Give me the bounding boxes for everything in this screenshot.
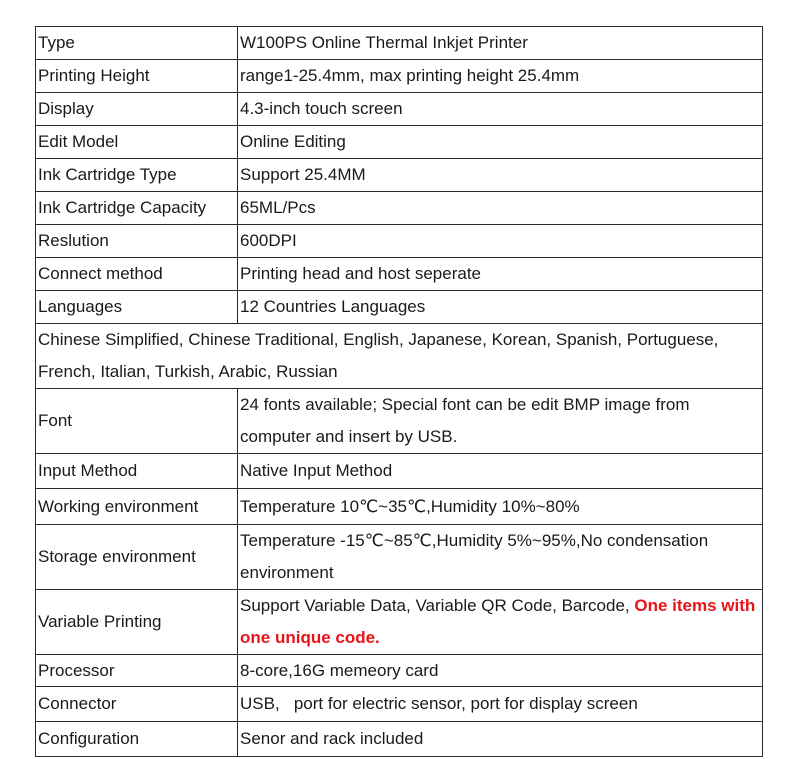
spec-label: Languages [36,291,238,324]
table-row [36,60,763,93]
spec-value: Online Editing [238,126,763,159]
spec-label: Connect method [36,258,238,291]
table-row [36,27,763,60]
table-row [36,258,763,291]
spec-label: Reslution [36,225,238,258]
spec-value: Temperature 10℃~35℃,Humidity 10%~80% [238,489,763,525]
spec-value-text: Support Variable Data, Variable QR Code, Barcode, [240,596,635,615]
spec-label: Display [36,93,238,126]
spec-value: Support 25.4MM [238,159,763,192]
table-row [36,590,763,655]
spec-label: Ink Cartridge Capacity [36,192,238,225]
spec-label: Configuration [36,722,238,757]
spec-value: W100PS Online Thermal Inkjet Printer [238,27,763,60]
spec-value: 24 fonts available; Special font can be edit BMP image from computer and insert by USB. [238,389,763,454]
unique-code-highlight: One items with one unique code. [240,596,756,647]
table-row [36,291,763,324]
table-row [36,722,763,757]
spec-table [35,26,763,757]
spec-value: 65ML/Pcs [238,192,763,225]
spec-value-variable-printing [238,590,763,655]
spec-label: Type [36,27,238,60]
spec-label: Printing Height [36,60,238,93]
table-row [36,93,763,126]
table-row [36,225,763,258]
spec-label: Processor [36,655,238,687]
table-row [36,159,763,192]
table-row [36,655,763,687]
table-row [36,525,763,590]
spec-value: 4.3-inch touch screen [238,93,763,126]
spec-label: Edit Model [36,126,238,159]
spec-label: Ink Cartridge Type [36,159,238,192]
table-row [36,454,763,489]
spec-value: Temperature -15℃~85℃,Humidity 5%~95%,No condensation environment [238,525,763,590]
table-row [36,126,763,159]
table-row [36,687,763,722]
spec-label: Font [36,389,238,454]
spec-value: 600DPI [238,225,763,258]
spec-value: range1-25.4mm, max printing height 25.4mm [238,60,763,93]
spec-label: Input Method [36,454,238,489]
spec-value: Native Input Method [238,454,763,489]
spec-label: Connector [36,687,238,722]
table-row [36,489,763,525]
spec-value: USB, port for electric sensor, port for display screen [238,687,763,722]
spec-label: Working environment [36,489,238,525]
spec-label: Storage environment [36,525,238,590]
spec-label: Variable Printing [36,590,238,655]
spec-value: Senor and rack included [238,722,763,757]
table-row [36,389,763,454]
spec-value: Printing head and host seperate [238,258,763,291]
table-row [36,192,763,225]
spec-value: 12 Countries Languages [238,291,763,324]
languages-list: Chinese Simplified, Chinese Traditional, English, Japanese, Korean, Spanish, Portuguese, French, Italian, Turkish, Arabic, Russian [36,324,763,389]
table-row-languages-list [36,324,763,389]
spec-value: 8-core,16G memeory card [238,655,763,687]
